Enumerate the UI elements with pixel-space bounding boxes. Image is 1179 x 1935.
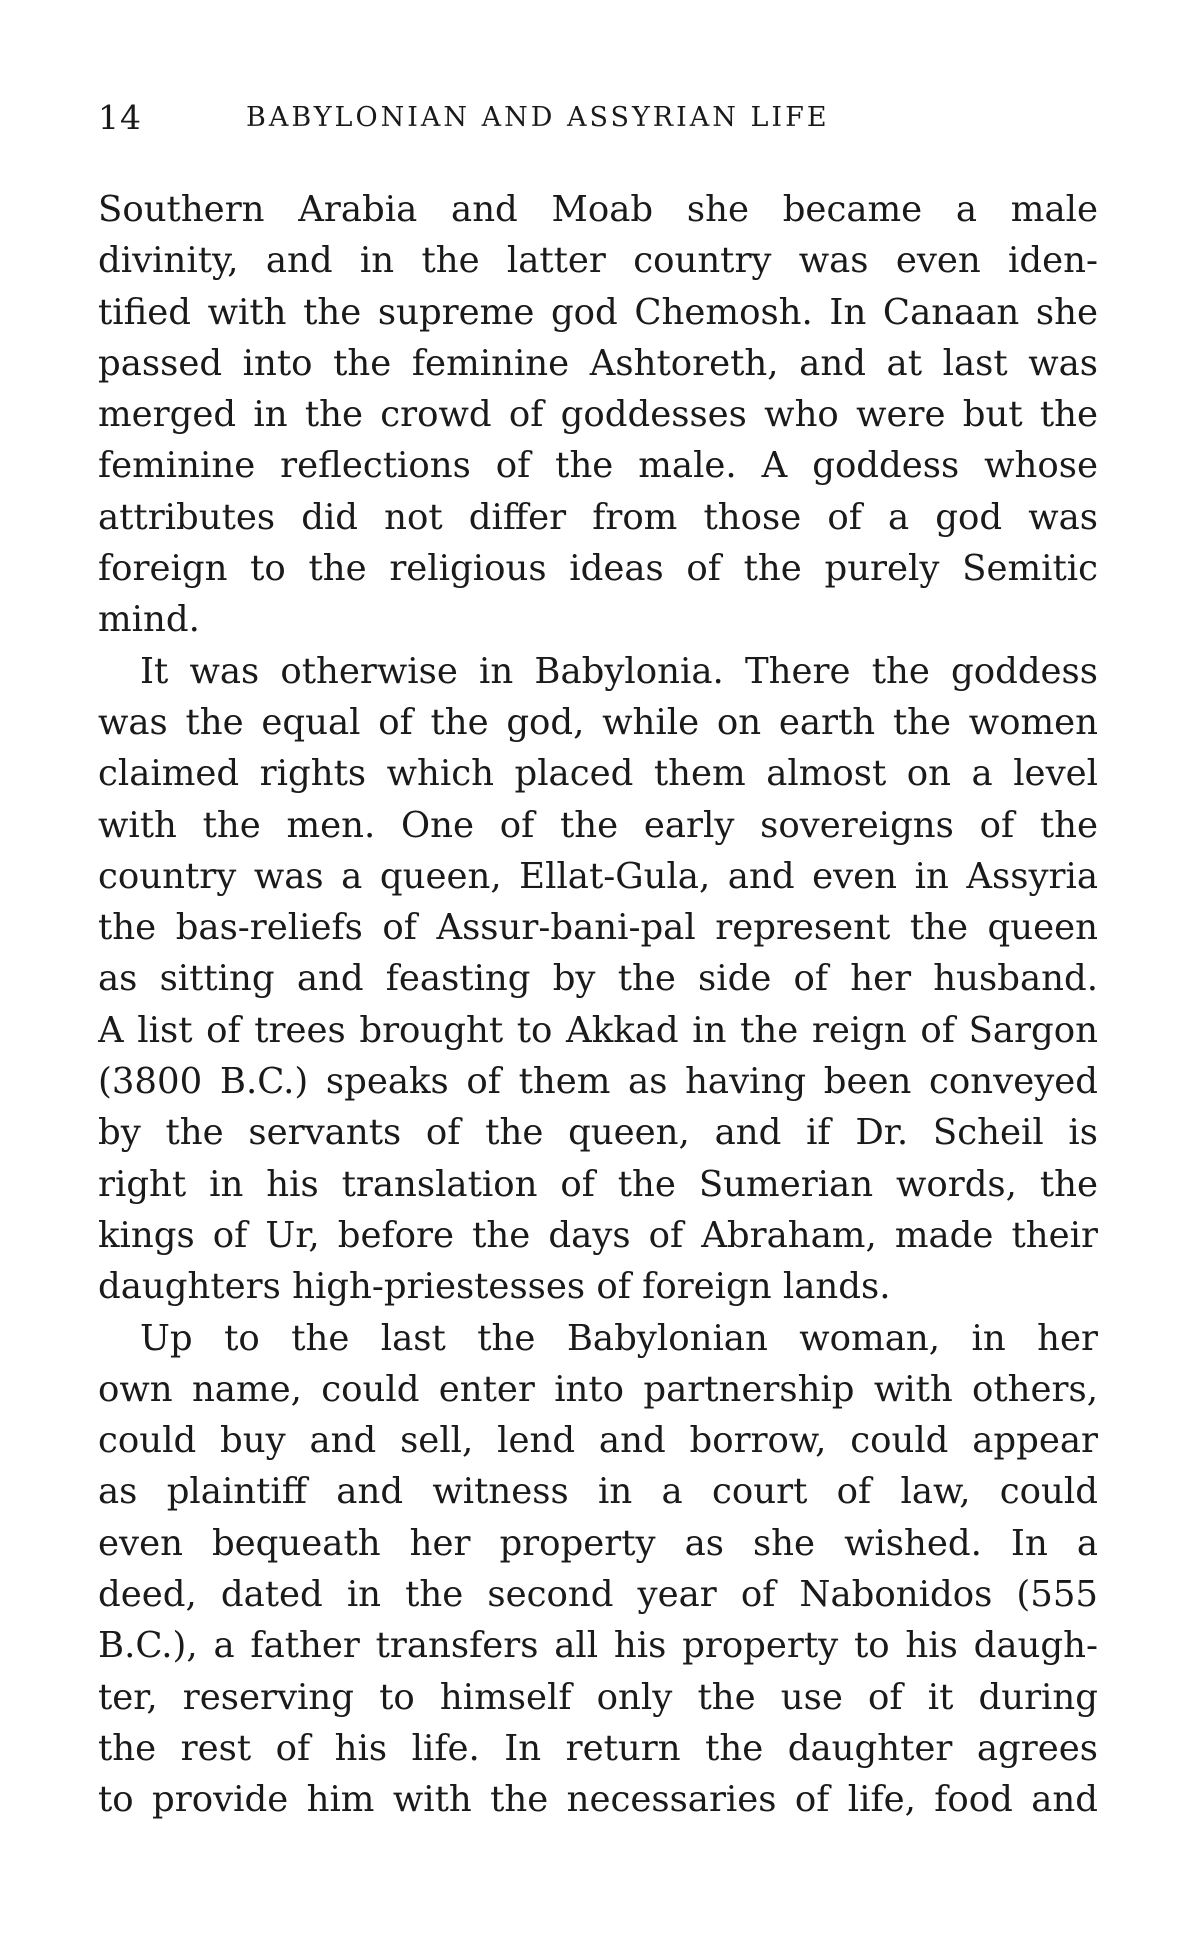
text-line: mind.: [98, 599, 200, 641]
text-line: right in his translation of the Sumerian words, the: [98, 1163, 1098, 1205]
text-line: even bequeath her property as she wished. In a: [98, 1522, 1098, 1564]
text-line: the bas-reliefs of Assur-bani-pal represent the queen: [98, 907, 1098, 949]
running-head: [98, 98, 1098, 158]
text-line: the rest of his life. In return the daughter agrees: [98, 1727, 1098, 1769]
text-line: B.C.), a father transfers all his property to his daugh-: [98, 1625, 1098, 1667]
text-line: passed into the feminine Ashtoreth, and at last was: [98, 342, 1098, 384]
text-line: merged in the crowd of goddesses who were but the: [98, 394, 1098, 436]
text-line: with the men. One of the early sovereigns of the: [98, 804, 1098, 846]
running-title: BABYLONIAN AND ASSYRIAN LIFE: [246, 102, 830, 133]
text-line: claimed rights which placed them almost on a level: [98, 753, 1098, 795]
text-line: (3800 B.C.) speaks of them as having been conveyed: [98, 1061, 1098, 1103]
text-line: as plaintiff and witness in a court of law, could: [98, 1471, 1098, 1513]
text-line: by the servants of the queen, and if Dr. Scheil is: [98, 1112, 1098, 1154]
text-line: ter, reserving to himself only the use of it during: [98, 1676, 1098, 1718]
text-line: to provide him with the necessaries of life, food and: [98, 1779, 1098, 1821]
text-line: foreign to the religious ideas of the purely Semitic: [98, 548, 1098, 590]
text-line: country was a queen, Ellat-Gula, and even in Assyria: [98, 855, 1098, 897]
paragraph-3: [98, 1313, 1098, 1826]
text-line: attributes did not differ from those of a god was: [98, 496, 1098, 538]
paragraph-2: [98, 646, 1098, 1313]
text-line: could buy and sell, lend and borrow, could appear: [98, 1420, 1098, 1462]
text-line: feminine reflections of the male. A goddess whose: [98, 445, 1098, 487]
text-line: Southern Arabia and Moab she became a male: [98, 189, 1098, 230]
text-line: Up to the last the Babylonian woman, in her: [140, 1317, 1098, 1359]
text-line: It was otherwise in Babylonia. There the goddess: [140, 650, 1098, 692]
text-line: as sitting and feasting by the side of her husband.: [98, 958, 1098, 1000]
text-line: daughters high-priestesses of foreign lands.: [98, 1266, 891, 1308]
text-line: A list of trees brought to Akkad in the reign of Sargon: [98, 1009, 1098, 1051]
text-line: divinity, and in the latter country was even iden-: [98, 240, 1098, 282]
book-page: [98, 98, 1098, 1826]
body-text: [98, 184, 1098, 1826]
text-line: tified with the supreme god Chemosh. In Canaan she: [98, 291, 1098, 333]
text-line: was the equal of the god, while on earth the women: [98, 701, 1098, 743]
text-line: deed, dated in the second year of Nabonidos (555: [98, 1574, 1098, 1616]
paragraph-1: [98, 184, 1098, 646]
text-line: own name, could enter into partnership with others,: [98, 1368, 1098, 1410]
page-number: 14: [98, 98, 142, 137]
text-line: kings of Ur, before the days of Abraham, made their: [98, 1214, 1098, 1256]
